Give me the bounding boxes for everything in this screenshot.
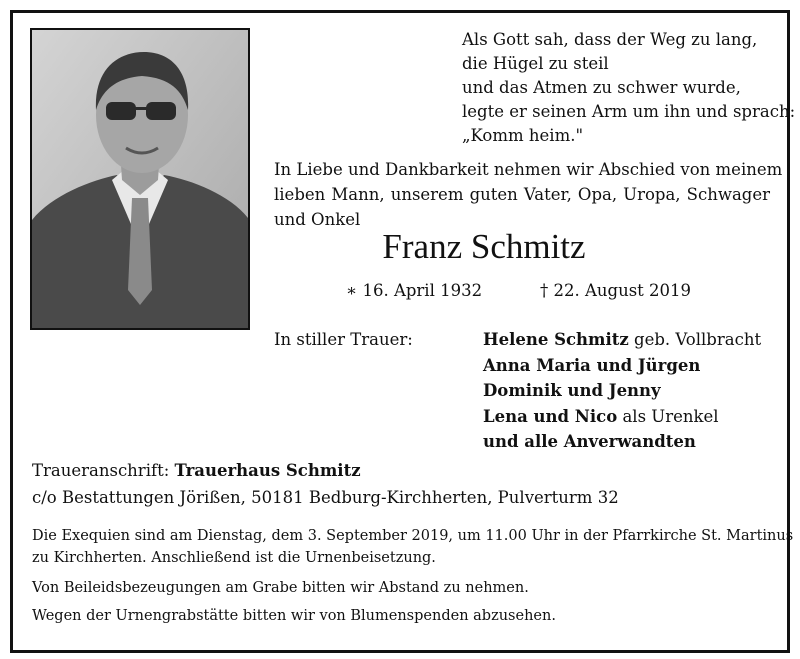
- family-line: Anna Maria und Jürgen: [483, 355, 701, 375]
- family-name: Helene Schmitz: [483, 330, 629, 349]
- mourning-label: In stiller Trauer:: [274, 330, 413, 349]
- note-line: Die Exequien sind am Dienstag, dem 3. September 2019, um 11.00 Uhr in der Pfarrkirche St. Martinus: [32, 528, 794, 544]
- birth-date: ∗ 16. April 1932: [346, 281, 483, 300]
- family-suffix: geb. Vollbracht: [628, 330, 762, 349]
- intro-line: In Liebe und Dankbarkeit nehmen wir Abschied von meinem: [274, 160, 783, 179]
- address-line: [32, 457, 619, 484]
- poem-line: Als Gott sah, dass der Weg zu lang,: [462, 30, 758, 49]
- family-line: und alle Anverwandten: [483, 432, 696, 451]
- address-label: Traueranschrift:: [32, 461, 175, 480]
- intro-line: lieben Mann, unserem guten Vater, Opa, Uropa, Schwager: [274, 185, 770, 204]
- poem-line: die Hügel zu steil: [462, 54, 609, 73]
- portrait-image: [32, 30, 248, 328]
- family-line: Dominik und Jenny: [483, 381, 661, 400]
- family-line: [483, 327, 761, 353]
- mourning-address: [32, 457, 619, 511]
- intro-text: [274, 157, 783, 232]
- death-date: † 22. August 2019: [540, 281, 692, 300]
- family-line: [483, 404, 761, 430]
- poem: [462, 28, 795, 148]
- deceased-name: Franz Schmitz: [382, 227, 586, 266]
- portrait-photo: [30, 28, 250, 330]
- address-house: Trauerhaus Schmitz: [174, 461, 361, 480]
- note-line: Wegen der Urnengrabstätte bitten wir von Blumenspenden abzusehen.: [32, 608, 556, 624]
- family-list: [483, 327, 761, 455]
- poem-line: und das Atmen zu schwer wurde,: [462, 78, 741, 97]
- intro-line: und Onkel: [274, 210, 361, 229]
- address-line: c/o Bestattungen Jörißen, 50181 Bedburg-Kirchherten, Pulverturm 32: [32, 488, 619, 507]
- note-line: zu Kirchherten. Anschließend ist die Urnenbeisetzung.: [32, 550, 436, 566]
- family-suffix: als Urenkel: [617, 406, 719, 426]
- poem-line: „Komm heim.": [462, 126, 584, 145]
- poem-line: legte er seinen Arm um ihn und sprach:: [462, 102, 796, 121]
- family-name: Lena und Nico: [483, 406, 618, 426]
- notes: [32, 525, 794, 627]
- note-line: Von Beileidsbezeugungen am Grabe bitten wir Abstand zu nehmen.: [32, 580, 529, 596]
